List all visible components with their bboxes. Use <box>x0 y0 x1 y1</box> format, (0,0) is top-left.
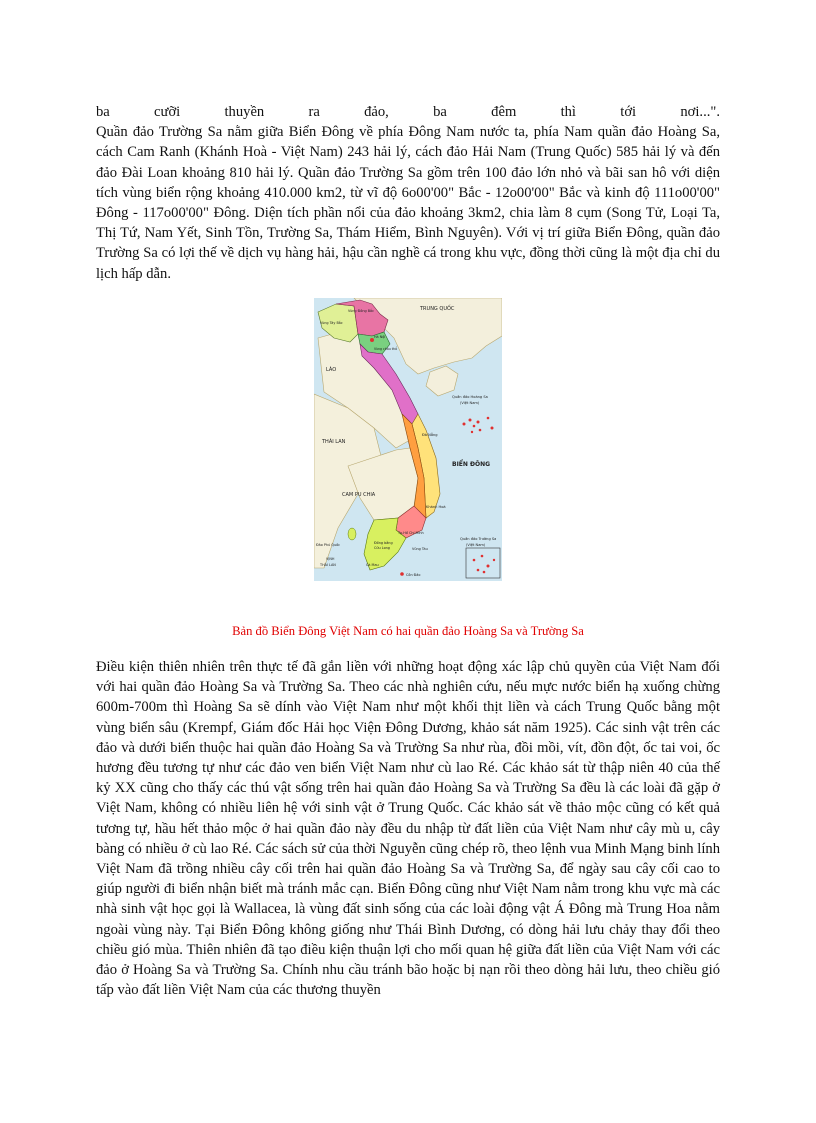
map-label-ca-mau: Cà Mau <box>366 563 379 567</box>
map-label-tay-bac: Vùng Tây Bắc <box>320 321 343 325</box>
map-label-dong-bang: Đồng bằng <box>374 541 393 545</box>
map-caption: Bản đồ Biển Đông Việt Nam có hai quần đảo Hoàng Sa và Trường Sa <box>232 624 584 638</box>
paragraph-first-line: ba cưỡi thuyền ra đảo, ba đêm thì tới nơi...". <box>96 104 720 120</box>
paragraph-body: Quần đảo Trường Sa nằm giữa Biển Đông về phía Đông Nam nước ta, phía Nam quần đảo Hoàng Sa, cách Cam Ranh (Khánh Hoà - Việt Nam) 243 hải lý, cách đảo Hải Nam (Trung Quốc) 585 hải lý và đến đảo Đài Loan khoảng 810 hải lý. Quần đảo Trường Sa gồm trên 100 đảo lớn nhỏ và bãi san hô với diện tích vùng biển rộng khoảng 410.000 km2, từ vĩ độ 6o00'00" Bắc - 12o00'00" Bắc và kinh độ 111o00'00" Đông - 117o00'00" Đông. Diện tích phần nổi của đảo khoảng 3km2, chia làm 8 cụm (Song Tử, Loại Ta, Thị Tứ, Nam Yết, Sinh Tồn, Trường Sa, Thám Hiểm, Bình Nguyên). Với vị trí giữa Biển Đông, quần đảo Trường Sa có lợi thế về dịch vụ hàng hải, hậu cần nghề cá trong khu vực, đồng thời cũng là một địa chỉ du lịch hấp dẫn. <box>96 124 720 282</box>
map-label-bien-dong: BIỂN ĐÔNG <box>452 461 491 468</box>
map-label-hoang-sa: Quần đảo Hoàng Sa <box>452 395 488 399</box>
map-label-vung-tau: Vũng Tàu <box>412 547 428 551</box>
map-label-cuu-long: Cửu Long <box>374 546 390 550</box>
map-label-vinh-thai-lan: THÁI LAN <box>320 563 336 567</box>
map-label-da-nang: Đà Nẵng <box>422 433 438 437</box>
map-label-hcm: Tp.Hồ Chí Minh <box>398 531 424 535</box>
map-label-vinh: VỊNH <box>326 557 335 561</box>
map-label-truong-sa-sub: (Việt Nam) <box>466 543 486 547</box>
map-label-truong-sa: Quần đảo Trường Sa <box>460 537 497 541</box>
map-label-laos: LÀO <box>326 367 337 373</box>
map-label-china: TRUNG QUỐC <box>420 306 455 312</box>
map-label-cambodia: CAM PU CHIA <box>342 492 376 498</box>
map-label-hoang-sa-sub: (Việt Nam) <box>460 401 480 405</box>
map-label-phu-quoc: Đảo Phú Quốc <box>316 543 341 547</box>
map-label-ha-noi: Hà Nội <box>374 335 386 339</box>
bien-dong-map <box>314 298 502 581</box>
map-label-con-dao: Côn Đảo <box>406 573 421 577</box>
paragraph-truong-sa <box>96 102 720 284</box>
map-label-chau-tho: Vùng châu thổ <box>374 347 398 351</box>
map-label-khanh-hoa: Khánh Hoà <box>426 505 446 509</box>
paragraph-natural-conditions: Điều kiện thiên nhiên trên thực tế đã gắn liền với những hoạt động xác lập chủ quyền của Việt Nam đối với hai quần đảo Hoàng Sa và Trường Sa. Theo các nhà nghiên cứu, nếu mực nước biển hạ xuống chừng 600m-700m thì Hoàng Sa sẽ dính vào Việt Nam như một khối thịt liền và cách Trung Quốc bằng một vùng biển sâu (Krempf, Giám đốc Hải học Viện Đông Dương, khảo sát năm 1925). Các sinh vật trên các đảo và dưới biển thuộc hai quần đảo Hoàng Sa và Trường Sa như rùa, đồi mồi, vít, đồn đột, ốc tai voi, ốc hương đều tương tự như các đảo ven biển Việt Nam như cù lao Ré. Các khảo sát từ thập niên 40 của thế kỷ XX cũng cho thấy các thú vật sống trên hai quần đảo Hoàng Sa và Trường Sa đều là các loài đã gặp ở Việt Nam, không có nhiều liên hệ với sinh vật ở Trung Quốc. Các khảo sát về thảo mộc cũng có kết quả tương tự, hầu hết thảo mộc ở hai quần đảo này đều du nhập từ đất liền của Việt Nam như cây mù u, cây bàng có nhiều ở cù lao Ré. Các sách sử của thời Nguyễn cũng chép rõ, theo lệnh vua Minh Mạng binh lính Việt Nam đã trồng nhiều cây cối trên hai quần đảo Hoàng Sa và Trường Sa, để ngày sau cây cối cao to giúp người đi biển nhận biết mà tránh mắc cạn. Biển Đông cũng như Việt Nam nằm trong khu vực mà các nhà sinh vật học gọi là Wallacea, là vùng đất sinh sống của các loài động vật Á Đông mà Trung Hoa nằm ngoài vùng này. Tại Biển Đông không giống như Thái Bình Dương, có dòng hải lưu chảy thay đổi theo chiều gió mùa. Thiên nhiên đã tạo điều kiện thuận lợi cho mối quan hệ giữa đất liền của Việt Nam với các đảo ở Hoàng Sa và Trường Sa. Chính nhu cầu tránh bão hoặc bị nạn rồi theo dòng hải lưu, theo chiều gió tấp vào đất liền Việt Nam của các thương thuyền <box>96 659 720 999</box>
hoang-sa-islands <box>463 417 494 434</box>
map-label-thailand: THÁI LAN <box>322 439 346 445</box>
map-label-dong-bac: Vùng Đông Bắc <box>348 309 374 313</box>
